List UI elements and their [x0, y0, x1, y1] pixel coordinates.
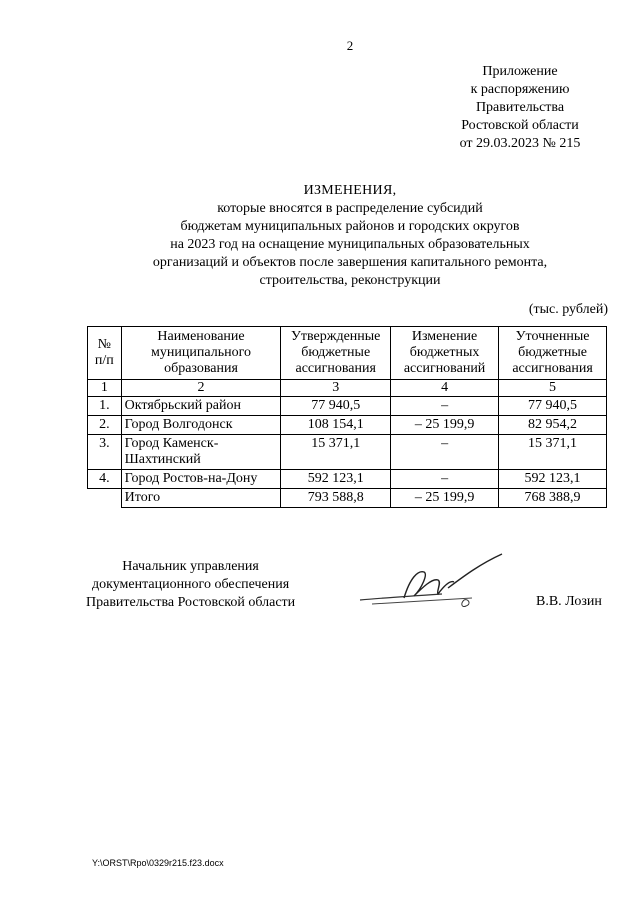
file-path: Y:\ORST\Rpo\0329r215.f23.docx: [92, 858, 224, 868]
header-final: Уточненные бюджетные ассигнования: [499, 327, 607, 380]
municipality-name: Город Волгодонск: [121, 416, 281, 435]
appendix-line: Правительства: [475, 100, 565, 115]
header-row: [88, 327, 607, 380]
table-row: [88, 416, 607, 435]
header-approved: Утвержденные бюджетные ассигнования: [281, 327, 391, 380]
change-value: –: [391, 435, 499, 470]
header-municipality: Наименование муниципального образования: [121, 327, 281, 380]
final-value: 82 954,2: [499, 416, 607, 435]
total-label: Итого: [121, 489, 281, 508]
appendix-line: к распоряжению: [470, 82, 570, 97]
handwritten-signature: [352, 548, 512, 618]
column-number: 4: [391, 380, 499, 397]
table-row: [88, 435, 607, 470]
row-number: 4.: [88, 470, 122, 489]
total-approved: 793 588,8: [281, 489, 391, 508]
table-row: [88, 397, 607, 416]
approved-value: 77 940,5: [281, 397, 391, 416]
column-number: 2: [121, 380, 281, 397]
signer-name: В.В. Лозин: [536, 594, 602, 609]
row-number: 1.: [88, 397, 122, 416]
position-line: Начальник управления: [122, 559, 259, 574]
header-change: Изменение бюджетных ассигнований: [391, 327, 499, 380]
municipality-name: Город Каменск- Шахтинский: [121, 435, 281, 470]
table-row: [88, 470, 607, 489]
total-final: 768 388,9: [499, 489, 607, 508]
page-number: 2: [346, 38, 354, 53]
appendix-line: от 29.03.2023 № 215: [459, 136, 581, 151]
row-number: 2.: [88, 416, 122, 435]
appendix-header: [440, 63, 600, 153]
heading-line: бюджетам муниципальных районов и городских округов: [180, 219, 520, 234]
column-number: 1: [88, 380, 122, 397]
appendix-line: Ростовской области: [461, 118, 579, 133]
document-heading: [120, 182, 580, 290]
column-number-row: [88, 380, 607, 397]
final-value: 77 940,5: [499, 397, 607, 416]
heading-line: на 2023 год на оснащение муниципальных образовательных: [170, 237, 530, 252]
total-row: [88, 489, 607, 508]
change-value: – 25 199,9: [391, 416, 499, 435]
municipality-name: Город Ростов-на-Дону: [121, 470, 281, 489]
approved-value: 108 154,1: [281, 416, 391, 435]
heading-line: строительства, реконструкции: [259, 273, 441, 288]
change-value: –: [391, 397, 499, 416]
heading-line: которые вносятся в распределение субсидий: [217, 201, 483, 216]
municipality-name: Октябрьский район: [121, 397, 281, 416]
signatory-position: [86, 558, 295, 612]
column-number: 5: [499, 380, 607, 397]
header-number: № п/п: [88, 327, 122, 380]
approved-value: 15 371,1: [281, 435, 391, 470]
approved-value: 592 123,1: [281, 470, 391, 489]
appendix-line: Приложение: [482, 64, 558, 79]
total-empty-cell: [88, 489, 122, 508]
final-value: 15 371,1: [499, 435, 607, 470]
document-title: ИЗМЕНЕНИЯ,: [303, 183, 397, 198]
position-line: документационного обеспечения: [91, 577, 290, 592]
position-line: Правительства Ростовской области: [86, 595, 296, 610]
heading-line: организаций и объектов после завершения капитального ремонта,: [152, 255, 548, 270]
change-value: –: [391, 470, 499, 489]
row-number: 3.: [88, 435, 122, 470]
units-note: (тыс. рублей): [528, 302, 608, 317]
final-value: 592 123,1: [499, 470, 607, 489]
allocation-table: [87, 326, 607, 508]
column-number: 3: [281, 380, 391, 397]
total-change: – 25 199,9: [391, 489, 499, 508]
